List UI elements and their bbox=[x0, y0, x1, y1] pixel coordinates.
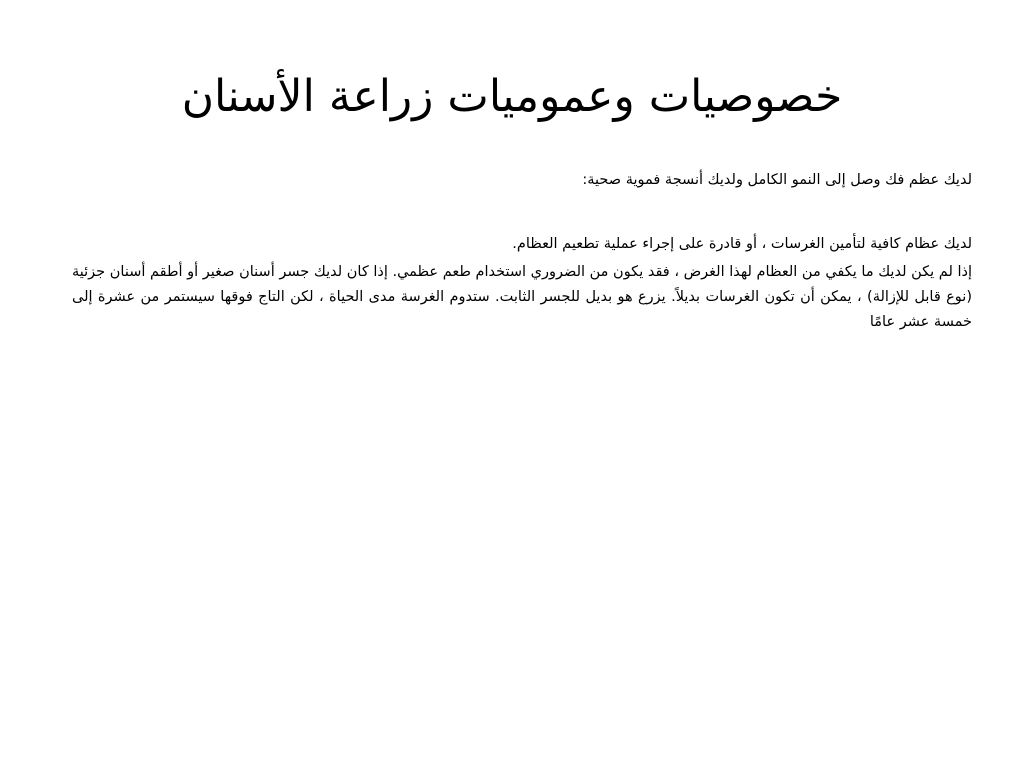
body-paragraph-details: إذا لم يكن لديك ما يكفي من العظام لهذا الغرض ، فقد يكون من الضروري استخدام طعم عظمي. إذا كان لديك جسر أسنان صغير أو أطقم أسنان جزئية (نوع قابل للإزالة) ، يمكن أن تكون الغرسات بديلاً. يزرع هو بديل للجسر الثابت. ستدوم الغرسة مدى الحياة ، لكن التاج فوقها سيستمر من عشرة إلى خمسة عشر عامًا bbox=[72, 264, 972, 330]
slide-body bbox=[72, 168, 972, 335]
body-paragraph-requirements: لديك عظم فك وصل إلى النمو الكامل ولديك أنسجة فموية صحية: bbox=[582, 172, 972, 188]
slide-title: خصوصيات وعموميات زراعة الأسنان bbox=[181, 71, 843, 122]
body-paragraph-bone: لديك عظام كافية لتأمين الغرسات ، أو قادرة على إجراء عملية تطعيم العظام. bbox=[512, 236, 972, 252]
